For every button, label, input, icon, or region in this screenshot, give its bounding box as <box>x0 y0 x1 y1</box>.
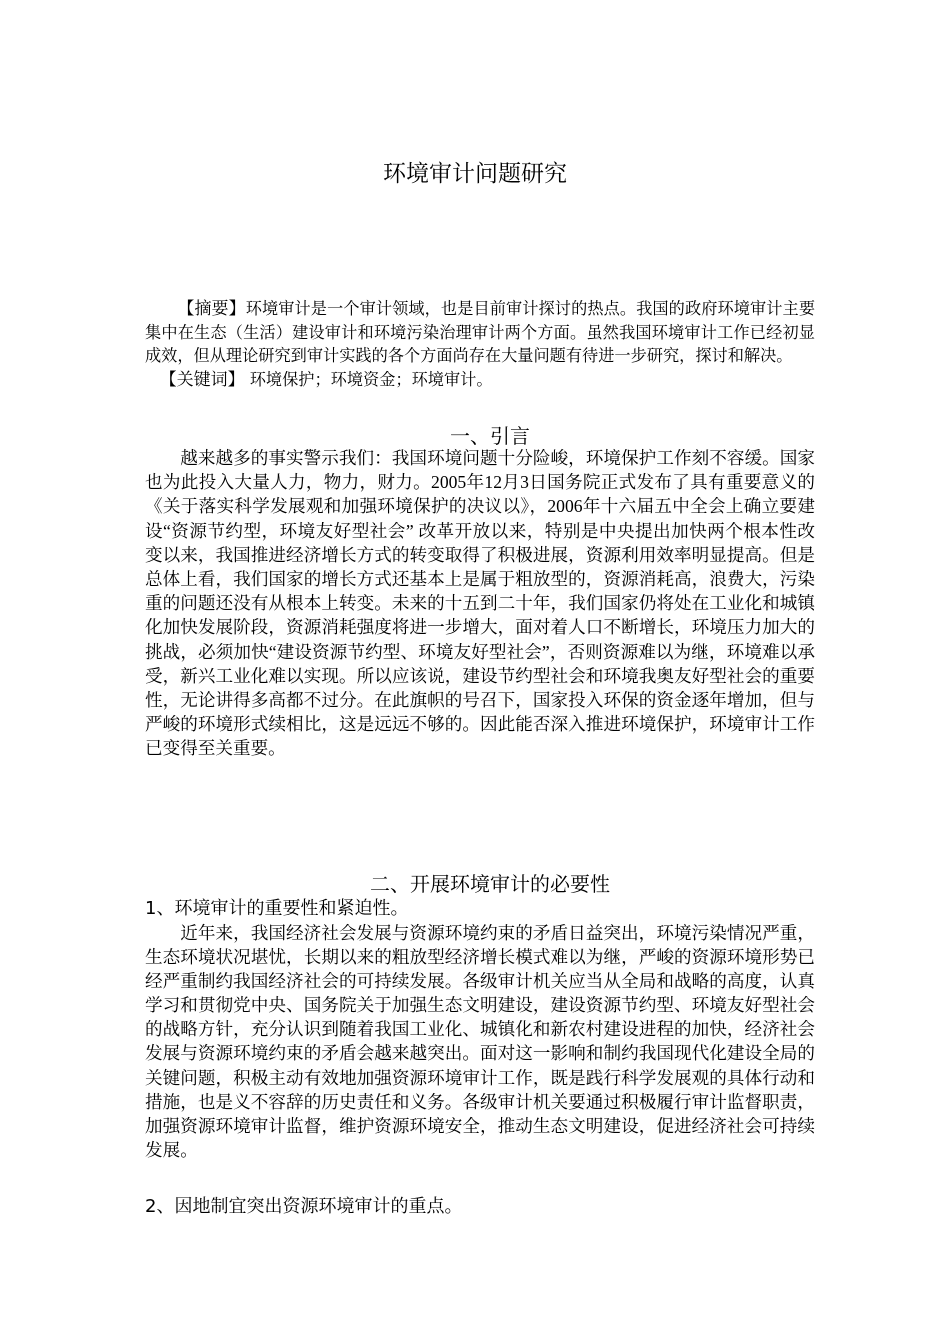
section-heading-necessity: 二、开展环境审计的必要性 <box>370 872 610 896</box>
introduction-body <box>145 446 815 761</box>
keywords-label: 【关键词】 <box>159 369 245 390</box>
abstract-label: 【摘要】 <box>177 299 246 319</box>
abstract-block <box>145 297 815 392</box>
keywords-paragraph <box>145 368 815 392</box>
introduction-paragraph: 越来越多的事实警示我们：我国环境问题十分险峻，环境保护工作刻不容缓。国家也为此投入大量人力，物力，财力。2005年12月3日国务院正式发布了具有重要意义的《关于落实科学发展观和加强环境保护的决议以》，2006年十六届五中全会上确立要建设“资源节约型，环境友好型社会” 改革开放以来，特别是中央提出加快两个根本性改变以来，我国推进经济增长方式的转变取得了积极进展，资源利用效率明显提高。但是总体上看，我们国家的增长方式还基本上是属于粗放型的，资源消耗高，浪费大，污染重的问题还没有从根本上转变。未来的十五到二十年，我们国家仍将处在工业化和城镇化加快发展阶段，资源消耗强度将进一步增大，面对着人口不断增长，环境压力加大的挑战，必须加快“建设资源节约型、环境友好型社会”，否则资源难以为继，环境难以承受，新兴工业化难以实现。所以应该说，建设节约型社会和环境我奥友好型社会的重要性，无论讲得多高都不过分。在此旗帜的号召下，国家投入环保的资金逐年增加，但与严峻的环境形式续相比，这是远远不够的。因此能否深入推进环境保护，环境审计工作已变得至关重要。 <box>145 448 815 759</box>
abstract-text: 环境审计是一个审计领域，也是目前审计探讨的热点。我国的政府环境审计主要集中在生态（生活）建设审计和环境污染治理审计两个方面。虽然我国环境审计工作已经初显成效，但从理论研究到审计实践的各个方面尚存在大量问题有待进一步研究，探讨和解决。 <box>145 299 816 366</box>
document-title: 环境审计问题研究 <box>383 161 567 187</box>
importance-body <box>145 921 815 1162</box>
section-heading-introduction: 一、引言 <box>450 424 530 448</box>
subsection-heading-importance: 1、环境审计的重要性和紧迫性。 <box>145 898 409 919</box>
importance-paragraph: 近年来，我国经济社会发展与资源环境约束的矛盾日益突出，环境污染情况严重，生态环境状况堪忧，长期以来的粗放型经济增长模式难以为继，严峻的资源环境形势已经严重制约我国经济社会的可持续发展。各级审计机关应当从全局和战略的高度，认真学习和贯彻党中央、国务院关于加强生态文明建设，建设资源节约型、环境友好型社会的战略方针，充分认识到随着我国工业化、城镇化和新农村建设进程的加快，经济社会发展与资源环境约束的矛盾会越来越突出。面对这一影响和制约我国现代化建设全局的关键问题，积极主动有效地加强资源环境审计工作，既是践行科学发展观的具体行动和措施，也是义不容辞的历史责任和义务。各级审计机关要通过积极履行审计监督职责，加强资源环境审计监督，维护资源环境安全，推动生态文明建设，促进经济社会可持续发展。 <box>145 923 815 1160</box>
keywords-text: 环境保护；环境资金；环境审计。 <box>244 369 493 389</box>
subsection-heading-focus: 2、因地制宜突出资源环境审计的重点。 <box>145 1196 463 1217</box>
abstract-paragraph <box>145 297 815 368</box>
